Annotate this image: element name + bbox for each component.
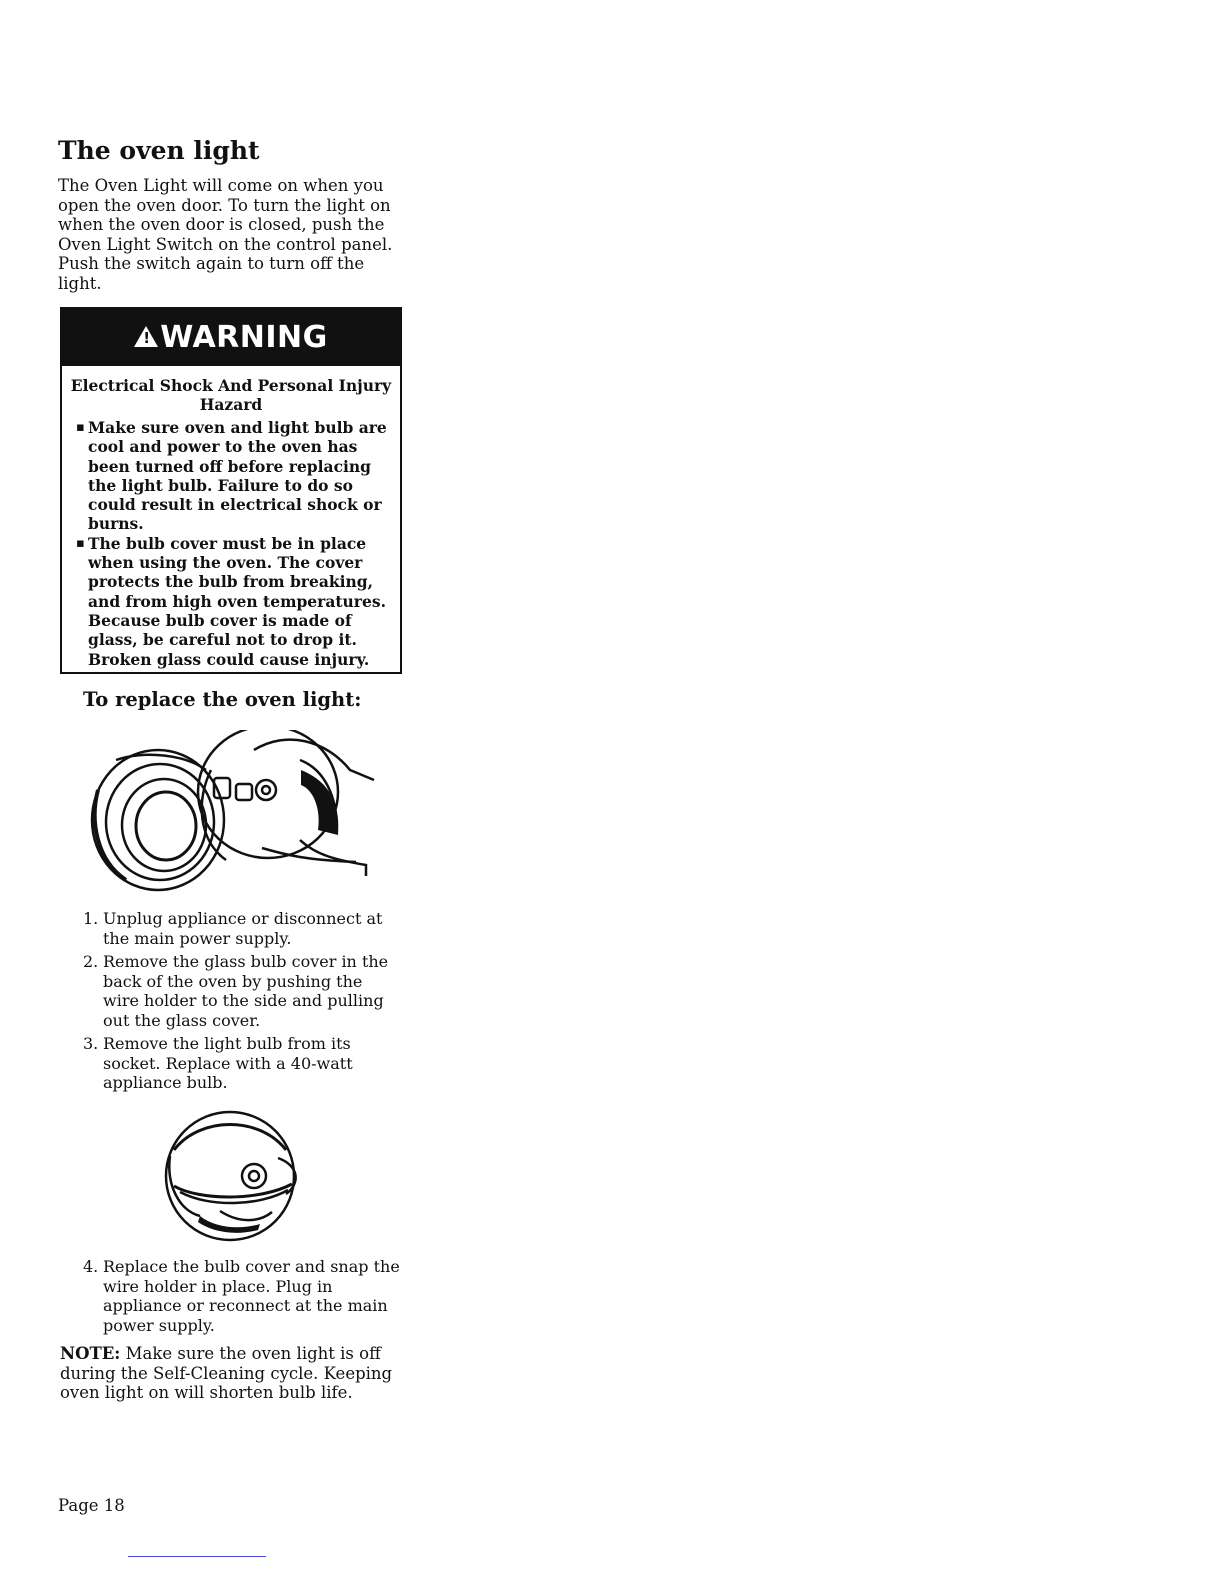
step-text: Unplug appliance or disconnect at the main power supply. [103, 909, 383, 948]
replace-title: To replace the oven light: [83, 688, 362, 711]
step-4 [83, 1257, 403, 1335]
warning-list [62, 418, 400, 669]
step-text: Remove the glass bulb cover in the back of the oven by pushing the wire holder to the side and pulling out the glass cover. [103, 952, 389, 1030]
note-text: Make sure the oven light is off during the Self-Cleaning cycle. Keeping oven light on will shorten bulb life. [60, 1344, 393, 1402]
section-title: The oven light [58, 136, 260, 165]
warning-header-label: WARNING [160, 320, 328, 355]
warning-header [62, 309, 400, 366]
step-number: 1. [83, 909, 99, 928]
note-label: NOTE: [60, 1344, 121, 1363]
step-number: 3. [83, 1034, 99, 1053]
intro-paragraph: The Oven Light will come on when you open the oven door. To turn the light on when the oven door is closed, push the Oven Light Switch on the control panel. Push the switch again to turn off the light. [58, 176, 393, 293]
page-number: Page 18 [58, 1496, 125, 1515]
bottom-divider [128, 1556, 266, 1557]
step-1 [83, 909, 403, 948]
warning-bullet: ▪ The bulb cover must be in place when using the oven. The cover protects the bulb from breaking, and from high oven temperatures. Because bulb cover is made of glass, be careful not to drop it. Broken glass could cause injury. [76, 534, 390, 669]
warning-title: Electrical Shock And Personal Injury Hazard [70, 376, 392, 414]
step-number: 4. [83, 1257, 99, 1276]
warning-box [60, 307, 402, 674]
warning-triangle-icon [134, 326, 158, 347]
light-bulb-illustration [160, 1106, 304, 1246]
step-number: 2. [83, 952, 99, 971]
warning-bullet: ▪ Make sure oven and light bulb are cool and power to the oven has been turned off before replacing the light bulb. Failure to do so could result in electrical shock or burns. [76, 418, 390, 534]
note-paragraph [60, 1344, 400, 1403]
step-3 [83, 1034, 403, 1093]
step-text: Remove the light bulb from its socket. Replace with a 40-watt appliance bulb. [103, 1034, 353, 1092]
step-2 [83, 952, 403, 1030]
bulb-cover-removal-illustration [86, 730, 380, 892]
step-text: Replace the bulb cover and snap the wire holder in place. Plug in appliance or reconnect at the main power supply. [103, 1257, 400, 1335]
